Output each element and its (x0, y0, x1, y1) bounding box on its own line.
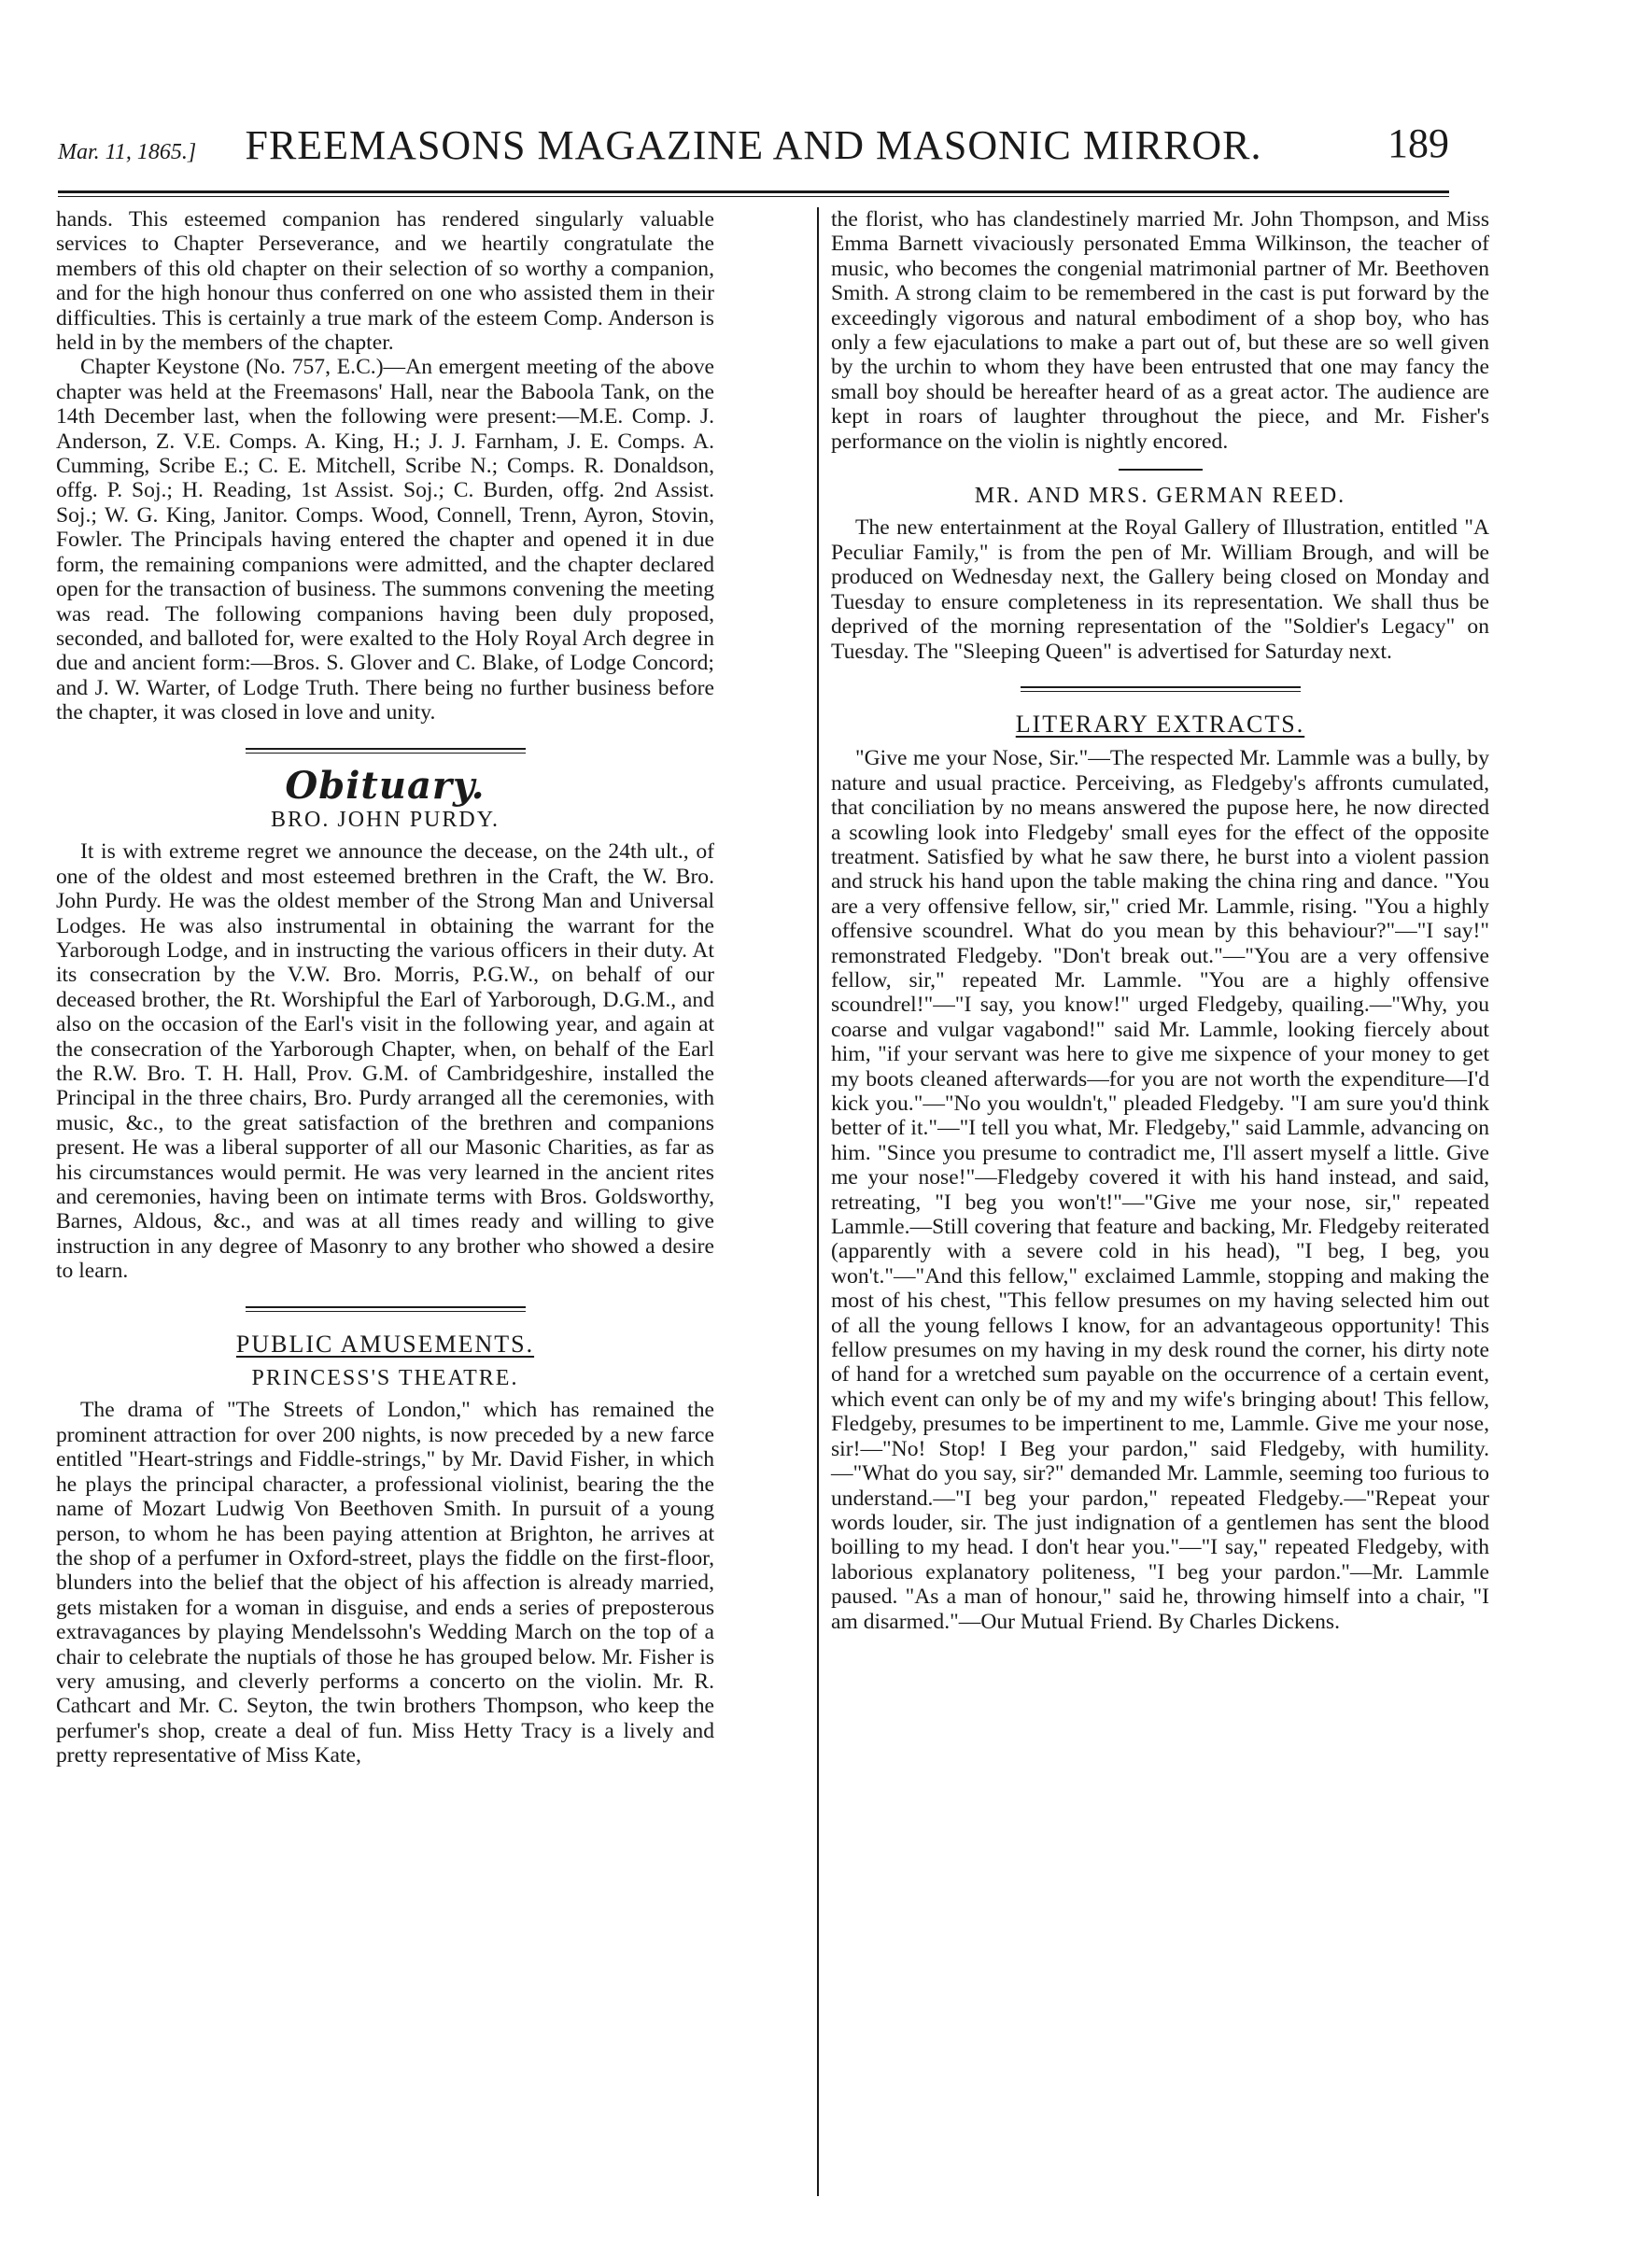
literary-extract-paragraph: "Give me your Nose, Sir."—The respected Mr. Lammle was a bully, by nature and usual practice. Perceiving, as Fledgeby's affronts cumulated, that conciliation by no means answered the pupose here, he now directed a scowling look into Fledgeby' small eyes for the effect of the opposite treatment. Satisfied by what he saw there, he burst into a violent passion and struck his hand upon the table making the china ring and dance. "You are a very offensive fellow, sir," cried Mr. Lammle, rising. "You a highly offensive scoundrel. What do you mean by this behaviour?"—"I say!" remonstrated Fledgeby. "Don't break out."—"You are a very offensive fellow, sir," repeated Mr. Lammle. "You are a highly offensive scoundrel!"—"I say, you know!" urged Fledgeby, quailing.—"Why, you coarse and vulgar vagabond!" said Mr. Lammle, looking fiercely about him, "if your servant was here to give me sixpence of your money to get my boots cleaned afterwards—for you are not worth the expenditure—I'd kick you."—"No you wouldn't," pleaded Fledgeby. "I am sure you'd think better of it."—"I tell you what, Mr. Fledgeby," said Lammle, advancing on him. "Since you presume to contradict me, I'll assert myself a little. Give me your nose!"—Fledgeby covered it with his hand instead, and said, retreating, "I beg you won't!"—"Give me your nose, sir," repeated Lammle.—Still covering that feature and backing, Mr. Fledgeby reiterated (apparently with a severe cold in his head), "I beg, I beg, you won't."—"And this fellow," exclaimed Lammle, stopping and making the most of his chest, "This fellow presumes on my having selected him out of all the young fellows I know, for an advantageous opportunity! This fellow presumes on my having in my desk round the corner, his dirty note of hand for a wretched sum payable on the occurrence of a certain event, which event can only be of my and my wife's bringing about! This fellow, Fledgeby, presumes to be impertinent to me, Lammle. Give me your nose, sir!—"No! Stop! I Beg your pardon," said Fledgeby, with humility.—"What do you say, sir?" demanded Mr. Lammle, seeming too furious to understand.—"I beg your pardon," repeated Fledgeby.—"Repeat your words louder, sir. The just indignation of a gentlemen has sent the blood boilling to my head. I don't hear you."—"I say," repeated Fledgeby, with laborious explanatory politeness, "I beg your pardon."—Mr. Lammle paused. "As a man of honour," said he, throwing himself into a chair, "I am disarmed."—Our Mutual Friend. By Charles Dickens. (831, 746, 1489, 1634)
section-divider (246, 1306, 526, 1312)
right-column (831, 207, 1489, 1634)
chapter-keystone-paragraph: Chapter Keystone (No. 757, E.C.)—An emergent meeting of the above chapter was held at the Freemasons' Hall, near the Baboola Tank, on the 14th December last, when the following were present:—M.E. Comp. J. Anderson, Z. V.E. Comps. A. King, H.; J. J. Farnham, J. E. Comps. A. Cumming, Scribe E.; C. E. Mitchell, Scribe N.; Comps. R. Donaldson, offg. P. Soj.; H. Reading, 1st Assist. Soj.; C. Burden, offg. 2nd Assist. Soj.; W. G. King, Janitor. Comps. Wood, Connell, Trenn, Ayron, Stovin, Fowler. The Principals having entered the chapter and opened it in due form, the remaining companions were admitted, and the chapter declared open for the transaction of business. The summons convening the meeting was read. The following companions having been duly proposed, seconded, and balloted for, were exalted to the Holy Royal Arch degree in due and ancient form:—Bros. S. Glover and C. Blake, of Lodge Concord; and J. W. Warter, of Lodge Truth. There being no further business before the chapter, it was closed in love and unity. (56, 355, 714, 725)
page-number: 189 (1387, 120, 1449, 166)
amusements-heading: PUBLIC AMUSEMENTS. (235, 1330, 535, 1358)
column-divider (817, 207, 819, 2196)
chapter-perseverance-paragraph: hands. This esteemed companion has rendered singularly valuable services to Chapter Perseverance, and we heartily congratulate the members of this old chapter on their selection of so worthy a companion, and for the high honour thus conferred on one who assisted them in their difficulties. This is certainly a true mark of the esteem Comp. Anderson is held in by the members of the chapter. (56, 207, 714, 356)
issue-date: Mar. 11, 1865.] (58, 140, 197, 164)
german-reed-heading: MR. AND MRS. GERMAN REED. (974, 484, 1346, 509)
princess-theatre-paragraph: The drama of "The Streets of London," which has remained the prominent attraction for over 200 nights, is now preceded by a new farce entitled "Heart-strings and Fiddle-strings," by Mr. David Fisher, in which he plays the principal character, a professional violinist, bearing the the name of Mozart Ludwig Von Beethoven Smith. In pursuit of a young person, to whom he has been paying attention at Brighton, he arrives at the shop of a perfumer in Oxford-street, plays the fiddle on the first-floor, blunders into the belief that the object of his affection is already married, gets mistaken for a woman in disguise, and ends a series of preposterous extravagances by playing Mendelssohn's Wedding March on the top of a chair to celebrate the nuptials of those he has grouped below. Mr. Fisher is very amusing, and cleverly performs a concerto on the violin. Mr. R. Cathcart and Mr. C. Seyton, the twin brothers Thompson, who keep the perfumer's shop, create a deal of fun. Miss Hetty Tracy is a lively and pretty representative of Miss Kate, (56, 1398, 714, 1768)
princess-theatre-heading: PRINCESS'S THEATRE. (251, 1366, 519, 1391)
obituary-heading: Obituary. (285, 763, 486, 808)
masthead (58, 120, 1449, 172)
purdy-heading: BRO. JOHN PURDY. (271, 807, 500, 832)
purdy-paragraph: It is with extreme regret we announce the decease, on the 24th ult., of one of the oldest and most esteemed brethren in the Craft, the W. Bro. John Purdy. He was the oldest member of the Strong Man and Universal Lodges. He was also instrumental in obtaining the warrant for the Yarborough Lodge, and in instructing the various officers in their duty. At its consecration by the V.W. Bro. Morris, P.G.W., on behalf of our deceased brother, the Rt. Worshipful the Earl of Yarborough, D.G.M., and also on the occasion of the Earl's visit in the following year, and again at the consecration of the Yarborough Chapter, when, on behalf of the Earl the R.W. Bro. T. H. Hall, Prov. G.M. of Cambridgeshire, installed the Principal in the three chairs, Bro. Purdy arranged all the ceremonies, with music, &c., to the great satisfaction of the brethren and companions present. He was a liberal supporter of all our Masonic Charities, as far as his circumstances would permit. He was very learned in the ancient rites and ceremonies, having been on intimate terms with Bros. Goldsworthy, Barnes, Aldous, &c., and was at all times ready and willing to give instruction in any degree of Masonry to any brother who showed a desire to learn. (56, 839, 714, 1284)
masthead-rule (58, 190, 1449, 197)
german-reed-paragraph: The new entertainment at the Royal Gallery of Illustration, entitled "A Peculiar Family," is from the pen of Mr. William Brough, and will be produced on Wednesday next, the Gallery being closed on Monday and Tuesday to ensure completeness in its representation. We shall thus be deprived of the morning representation of the "Soldier's Legacy" on Tuesday. The "Sleeping Queen" is advertised for Saturday next. (831, 515, 1489, 664)
publication-title: FREEMASONS MAGAZINE AND MASONIC MIRROR. (245, 122, 1262, 168)
section-divider (246, 748, 526, 754)
literary-extracts-heading: LITERARY EXTRACTS. (1015, 710, 1305, 738)
theatre-continuation-paragraph: the florist, who has clandestinely married Mr. John Thompson, and Miss Emma Barnett vivaciously personated Emma Wilkinson, the teacher of music, who becomes the congenial matrimonial partner of Mr. Beethoven Smith. A strong claim to be remembered in the cast is put forward by the exceedingly vigorous and natural embodiment of a shop boy, who has only a few ejaculations to make a part out of, but these are so well given by the urchin to whom they have been entrusted that one may fancy the small boy should be hereafter heard of as a great actor. The audience are kept in roars of laughter throughout the piece, and Mr. Fisher's performance on the violin is nightly encored. (831, 207, 1489, 454)
left-column (56, 207, 714, 1768)
section-divider (1119, 469, 1203, 471)
section-divider (1021, 686, 1301, 692)
